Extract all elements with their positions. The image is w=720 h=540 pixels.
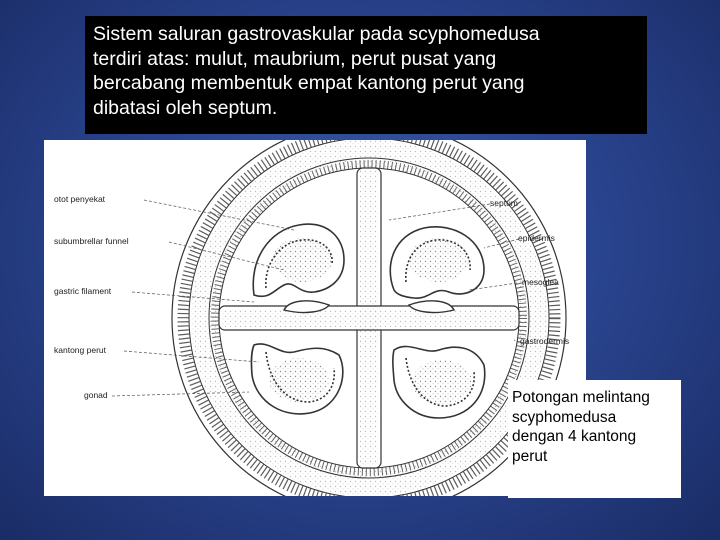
figure-caption: Potongan melintang scyphomedusa dengan 4 kantong perut xyxy=(512,389,650,465)
cross-section-figure xyxy=(44,140,586,496)
label-gastric-filament: gastric filament xyxy=(54,286,112,296)
label-otot-penyekat: otot penyekat xyxy=(54,194,106,204)
label-epidermis: epidermis xyxy=(518,233,555,243)
label-mesoglea: mesoglea xyxy=(522,277,559,287)
caption-box xyxy=(508,380,681,498)
label-kantong-perut: kantong perut xyxy=(54,345,106,355)
slide-title: Sistem saluran gastrovaskular pada scyphomedusa terdiri atas: mulut, maubrium, perut pusat yang bercabang membentuk empat kantong perut yang dibatasi oleh septum. xyxy=(93,23,540,119)
label-gonad: gonad xyxy=(84,390,108,400)
label-gastrodermis: gastrodermis xyxy=(520,336,570,346)
label-septum: septum xyxy=(490,198,518,208)
label-subumbrellar-funnel: subumbrellar funnel xyxy=(54,236,129,246)
cross-section-drawing xyxy=(44,140,586,496)
title-box xyxy=(85,16,647,134)
